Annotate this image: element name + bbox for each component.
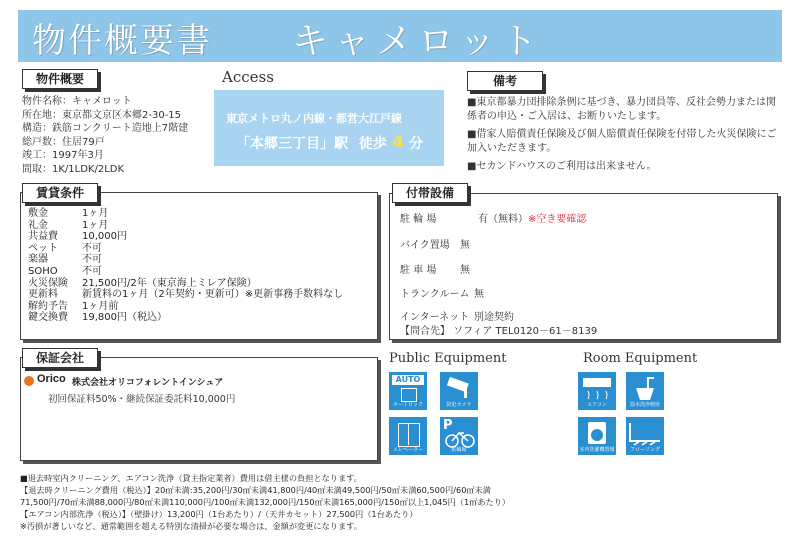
note-item: ■セカンドハウスのご利用は出来ません。 [467, 161, 657, 172]
rental-key: 共益費 [28, 231, 58, 243]
guarantor-header: 保証会社 [22, 348, 98, 368]
access-label: Access [222, 68, 274, 86]
rental-key: SOHO [28, 265, 58, 277]
overview-list [22, 95, 188, 176]
public-equipment-title: Public Equipment [389, 351, 507, 366]
facility-key: 駐 車 場 [400, 265, 437, 276]
overview-line-structure: 構造：鉄筋コンクリート造地上7階建 [22, 123, 189, 134]
overview-header: 物件概要 [22, 69, 98, 89]
facility-value: 無 [474, 289, 484, 300]
rental-key: 火災保険 [28, 277, 68, 289]
bicycle-parking-icon [440, 417, 478, 455]
overview-line-address: 所在地：東京都文京区本郷2-30-15 [22, 109, 182, 121]
facility-key: 駐 輪 場 [400, 214, 437, 225]
icon-label: 防犯カメラ [446, 402, 472, 408]
access-walk: 徒歩 [358, 136, 387, 152]
guarantor-company: 株式会社オリコフォレントインシュア [72, 378, 224, 388]
document-title: 物件概要書 [32, 21, 212, 61]
facilities-header: 付帯設備 [392, 183, 468, 203]
washstand-icon [626, 372, 664, 410]
facility-value: 無 [460, 265, 470, 276]
facility-key: インターネット [400, 312, 470, 323]
access-lines: 東京メトロ丸ノ内線・都営大江戸線 [226, 112, 402, 125]
icon-label: フローリング [630, 447, 660, 453]
note-item: ■借家人賠償責任保険及び個人賠償責任保険を付帯した火災保険にご加入いただきます。 [467, 129, 777, 154]
footer-line: 71,500円/70㎡未満88,000円/80㎡未満110,000円/100㎡未満132,000円/150㎡未満165,000円/150㎡以上1,045円（1㎡あたり） [20, 497, 511, 507]
aircon-icon [578, 372, 616, 410]
rental-value: 1ヶ月前 [82, 300, 119, 312]
rental-value: 1ヶ月 [82, 219, 109, 231]
facility-row-internet [400, 308, 514, 323]
facility-value: 有（無料） [478, 214, 528, 225]
facility-key: トランクルーム [400, 289, 470, 300]
icon-label: 温水洗浄便座 [629, 402, 660, 408]
facility-row-parking [400, 261, 470, 276]
icon-label: オートロック [393, 402, 423, 408]
rental-value: 新賃料の1ヶ月（2年契約・更新可）※更新事務手数料なし [82, 289, 344, 301]
facility-row-bicycle [400, 210, 586, 225]
overview-line-layout: 間取：1K/1LDK/2LDK [22, 163, 125, 175]
guarantor-terms: 初回保証料50%・継続保証委託料10,000円 [48, 394, 236, 405]
facility-note: ※空き要確認 [528, 214, 587, 225]
property-name-title: キャメロット [292, 21, 544, 62]
elevator-icon [389, 417, 427, 455]
footer-line: 【退去時クリーニング費用（税込）】20㎡未満:35,200円/30㎡未満41,800円/40㎡未満49,500円/50㎡未満60,500円/60㎡未満 [20, 485, 491, 495]
icon-label: 駐輪場 [451, 447, 467, 453]
rental-value: 19,800円（税込） [82, 312, 167, 324]
rental-key: 更新料 [28, 289, 58, 301]
guarantor-logo: Orico [37, 373, 66, 385]
access-minutes: 4 [391, 132, 405, 153]
rental-value: 不可 [82, 242, 102, 254]
footer-line: ■退去時室内クリーニング、エアコン洗浄（貸主指定業者）費用は借主様の負担となります。 [20, 473, 362, 483]
facility-key: バイク置場 [400, 240, 450, 251]
overview-line-name: 物件名称：キャメロット [22, 96, 132, 107]
facility-value: 無 [460, 240, 470, 251]
rental-value: 10,000円 [82, 231, 127, 243]
footer-line: 【エアコン内部洗浄（税込）】（壁掛け）13,200円（1台あたり）/（天井カセット）27,500円（1台あたり） [20, 509, 418, 519]
access-station: 「本郷三丁目」駅 [236, 136, 348, 152]
rental-value: 1ヶ月 [82, 208, 109, 219]
rental-value: 21,500円/2年（東京海上ミレア保険） [82, 277, 257, 289]
auto-lock-top: AUTO [392, 375, 424, 385]
rental-key: ペット [28, 242, 58, 254]
icon-label: エレベーター [392, 447, 423, 453]
rental-value: 不可 [82, 254, 102, 266]
facility-value: 別途契約 [474, 312, 514, 323]
access-unit: 分 [409, 136, 424, 152]
rental-key: 礼金 [28, 219, 48, 231]
rental-key: 解約予告 [28, 300, 68, 312]
overview-line-units: 総戸数：住居79戸 [22, 136, 105, 148]
orico-logo-icon [24, 376, 34, 386]
rental-value: 不可 [82, 265, 102, 277]
footer-notes [20, 472, 510, 532]
security-camera-icon [440, 372, 478, 410]
flooring-icon [626, 417, 664, 455]
note-item: ■東京都暴力団排除条例に基づき、暴力団員等、反社会勢力または関係者の申込・ご入居は、お断りいたします。 [467, 97, 777, 122]
access-station-walk [236, 132, 423, 153]
notes-header: 備考 [467, 71, 543, 91]
auto-lock-icon [389, 372, 427, 410]
footer-line: ※汚損が著しいなど、通常範囲を超える特別な清掃が必要な場合は、金額が変更になります。 [20, 521, 362, 531]
icon-label: エアコン [587, 402, 607, 408]
access-box [214, 90, 444, 166]
laundry-icon [578, 417, 616, 455]
notes-list [467, 96, 785, 174]
parking-letter: P [443, 418, 453, 433]
guarantor-box [20, 357, 378, 461]
facility-row-bike [400, 236, 470, 251]
rental-list [28, 208, 343, 324]
rental-key: 鍵交換費 [28, 312, 68, 324]
rental-key: 楽器 [28, 254, 48, 266]
icon-label: 室内洗濯機置場 [579, 447, 615, 453]
room-equipment-title: Room Equipment [583, 351, 698, 366]
facility-row-trunk [400, 285, 484, 300]
rental-header: 賃貸条件 [22, 183, 98, 203]
facility-contact: 【問合先】 ソフィア TEL0120－61－8139 [400, 326, 598, 337]
rental-key: 敷金 [28, 208, 48, 219]
overview-line-built: 竣工：1997年3月 [22, 150, 104, 161]
